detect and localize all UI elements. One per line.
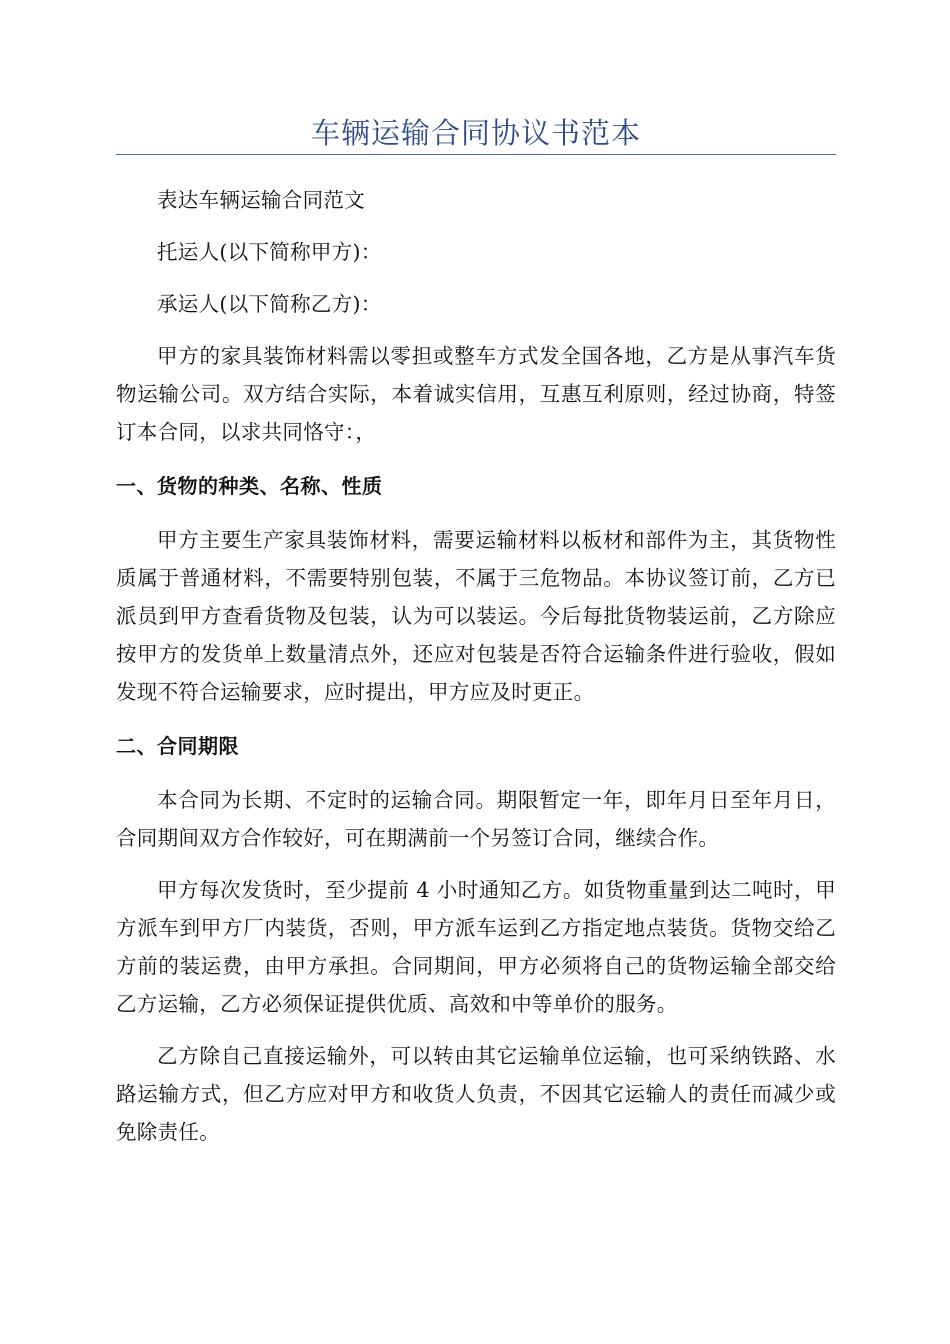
goods-paragraph: 甲方主要生产家具装饰材料，需要运输材料以板材和部件为主，其货物性质属于普通材料，不需要特别包装，不属于三危物品。本协议签订前，乙方已派员到甲方查看货物及包装，认为可以装运。今后每批货物装运前，乙方除应按甲方的发货单上数量清点外，还应对包装是否符合运输条件进行验收，假如发现不符合运输要求，应时提出，甲方应及时更正。 xyxy=(116,528,836,704)
document-title: 车辆运输合同协议书范本 xyxy=(310,116,641,150)
preamble-paragraph: 甲方的家具装饰材料需以零担或整车方式发全国各地，乙方是从事汽车货物运输公司。双方结合实际，本着诚实信用，互惠互利原则，经过协商，特签订本合同，以求共同恪守：， xyxy=(116,344,836,444)
document-page xyxy=(116,0,836,1151)
intro-paragraph: 表达车辆运输合同范文 xyxy=(157,188,365,212)
section-heading-goods: 一、货物的种类、名称、性质 xyxy=(116,474,383,498)
title-underline xyxy=(116,154,836,155)
term-paragraph: 本合同为长期、不定时的运输合同。期限暂定一年，即年月日至年月日，合同期间双方合作较好，可在期满前一个另签订合同，继续合作。 xyxy=(116,788,836,850)
subcontract-paragraph: 乙方除自己直接运输外，可以转由其它运输单位运输，也可采纳铁路、水路运输方式，但乙方应对甲方和收货人负责，不因其它运输人的责任而减少或免除责任。 xyxy=(116,1044,836,1144)
carrier-paragraph: 承运人(以下简称乙方)： xyxy=(157,292,382,316)
delivery-paragraph: 甲方每次发货时，至少提前 4 小时通知乙方。如货物重量到达二吨时，甲方派车到甲方厂内装货，否则，甲方派车运到乙方指定地点装货。货物交给乙方前的装运费，由甲方承担。合同期间，甲方必须将自己的货物运输全部交给乙方运输，乙方必须保证提供优质、高效和中等单价的服务。 xyxy=(116,878,836,1016)
shipper-paragraph: 托运人(以下简称甲方)： xyxy=(157,240,382,264)
section-heading-term: 二、合同期限 xyxy=(116,734,239,758)
